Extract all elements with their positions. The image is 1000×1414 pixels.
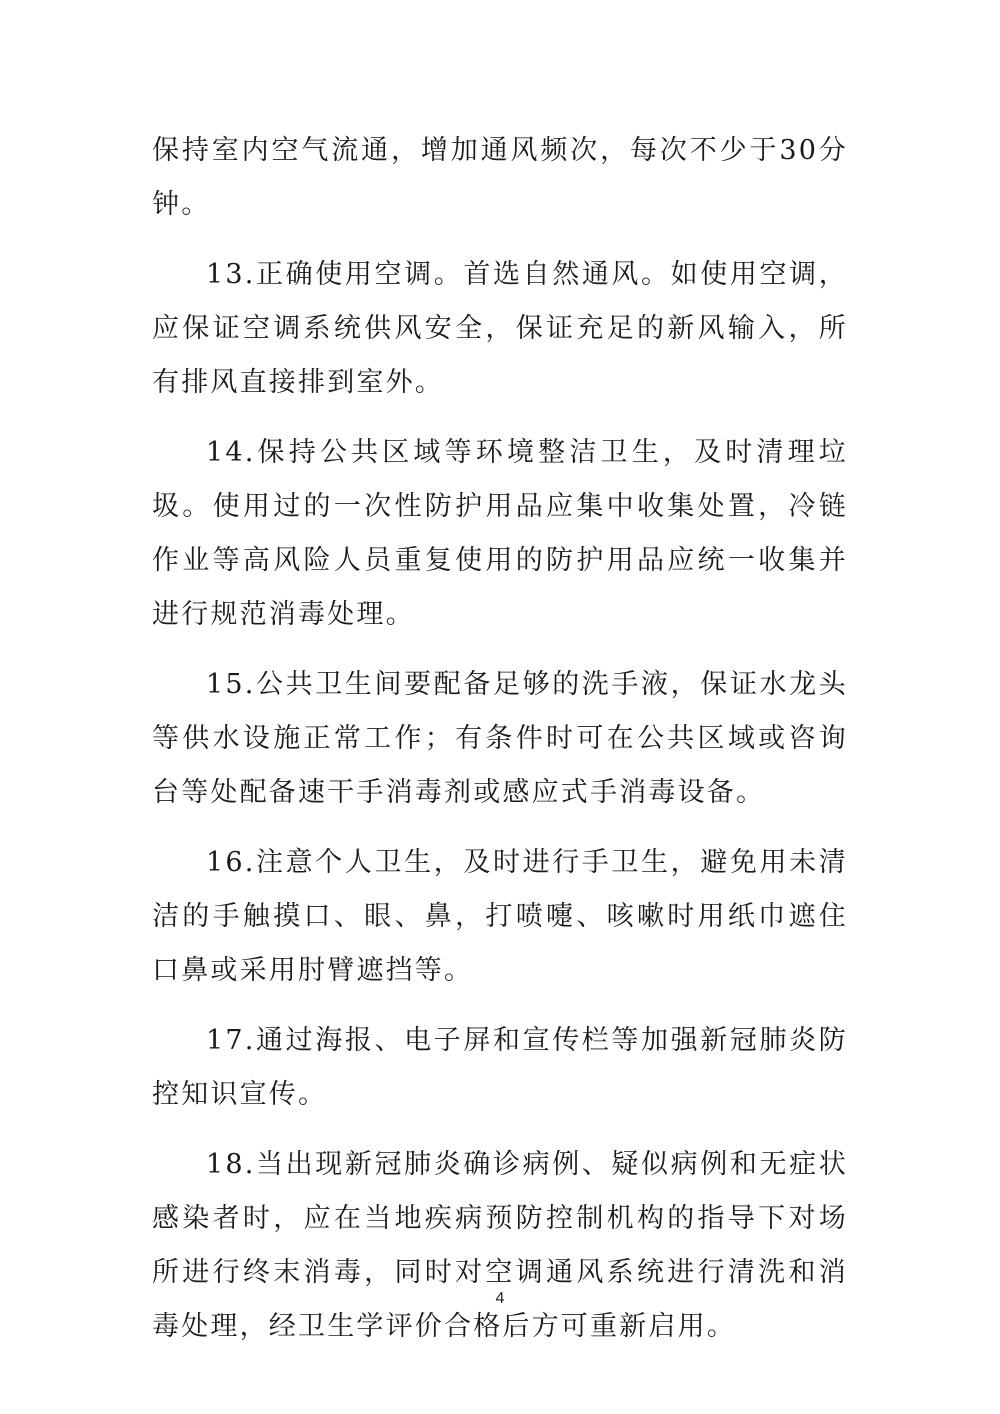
paragraph-item-15: 15.公共卫生间要配备足够的洗手液，保证水龙头等供水设施正常工作；有条件时可在公共区域或咨询台等处配备速干手消毒剂或感应式手消毒设备。 — [152, 669, 848, 808]
paragraph-item-14: 14.保持公共区域等环境整洁卫生，及时清理垃圾。使用过的一次性防护用品应集中收集处置，冷链作业等高风险人员重复使用的防护用品应统一收集并进行规范消毒处理。 — [152, 437, 848, 630]
document-body — [152, 124, 848, 1354]
paragraph-item-13: 13.正确使用空调。首选自然通风。如使用空调，应保证空调系统供风安全，保证充足的新风输入，所有排风直接排到室外。 — [152, 259, 848, 398]
paragraph-item-16: 16.注意个人卫生，及时进行手卫生，避免用未清洁的手触摸口、眼、鼻，打喷嚏、咳嗽时用纸巾遮住口鼻或采用肘臂遮挡等。 — [152, 847, 848, 986]
paragraph-item-18: 18.当出现新冠肺炎确诊病例、疑似病例和无症状感染者时，应在当地疾病预防控制机构的指导下对场所进行终末消毒，同时对空调通风系统进行清洗和消毒处理，经卫生学评价合格后方可重新启用。 — [152, 1149, 848, 1342]
paragraph-ventilation-continued: 保持室内空气流通，增加通风频次，每次不少于30分钟。 — [152, 135, 848, 220]
paragraph-item-17: 17.通过海报、电子屏和宣传栏等加强新冠肺炎防控知识宣传。 — [152, 1025, 848, 1110]
page-number: 4 — [495, 1290, 505, 1307]
